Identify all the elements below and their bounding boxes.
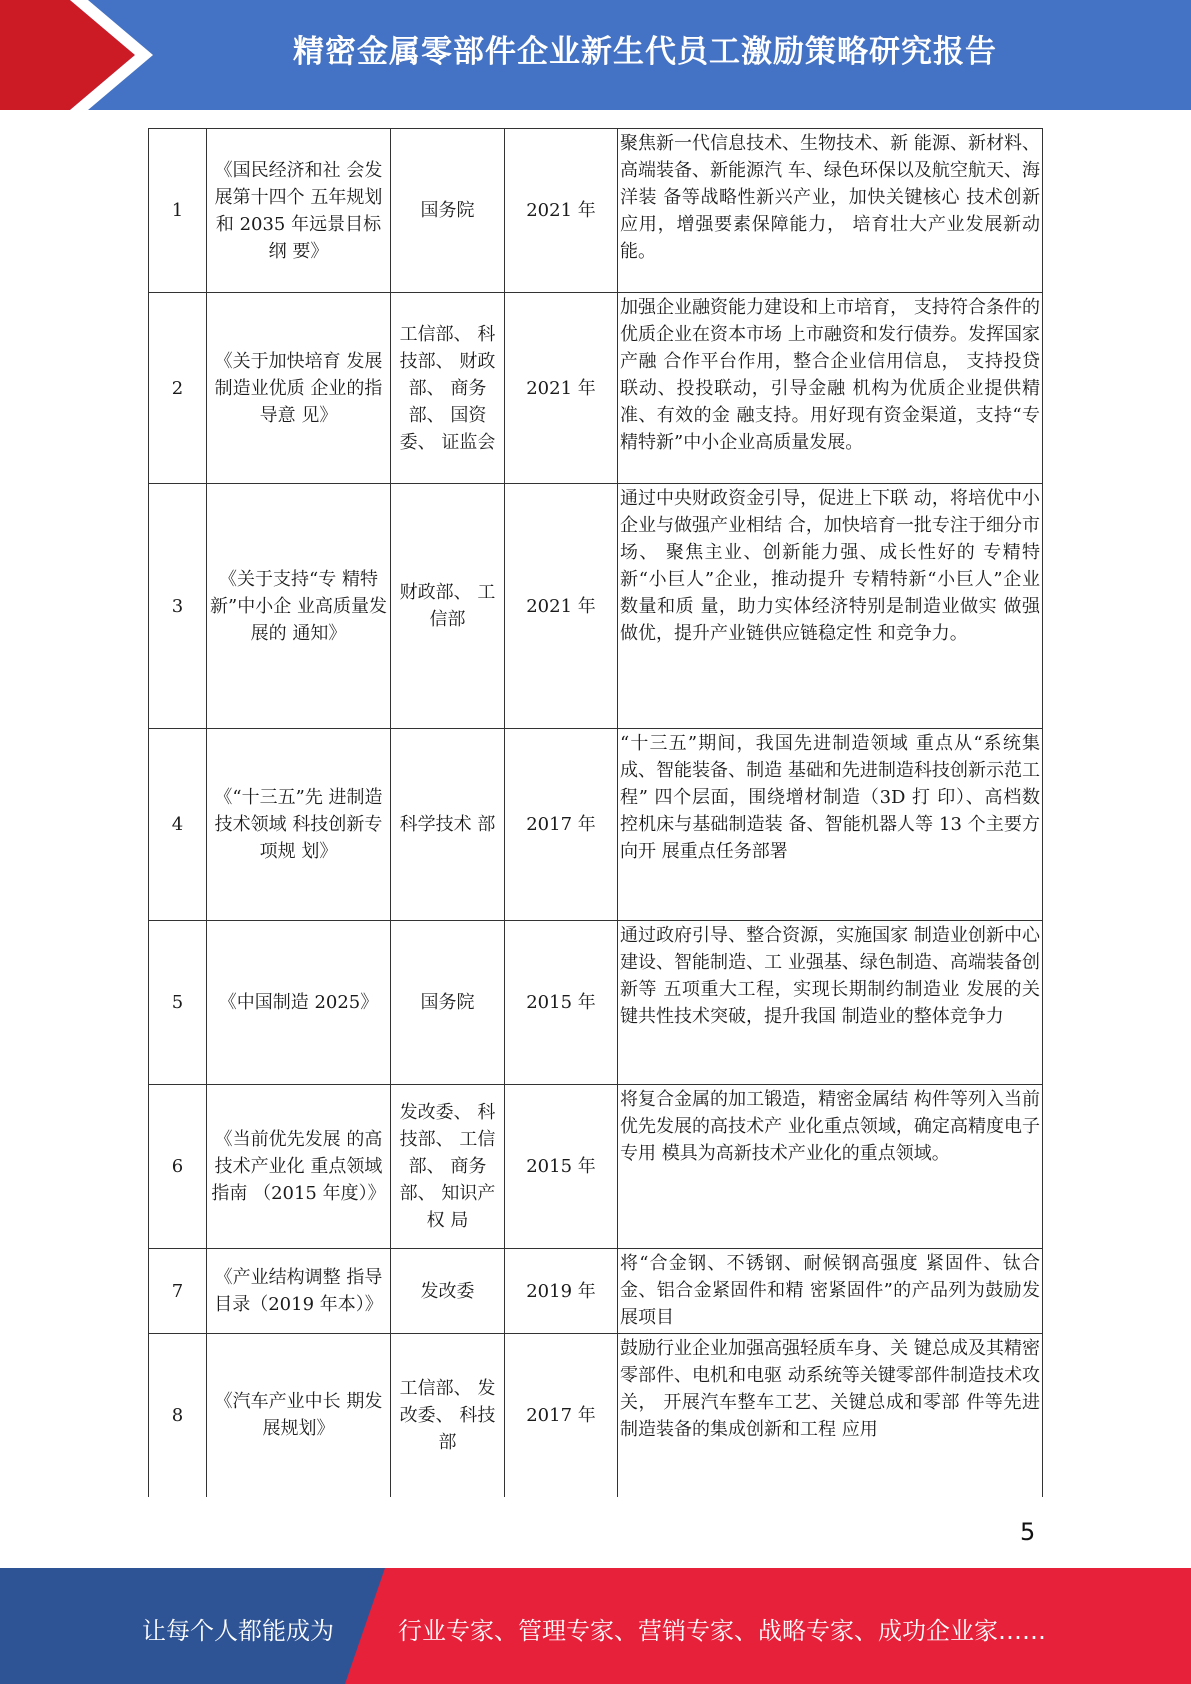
table-row [149,921,1043,1085]
policy-title: 《“十三五”先 进制造技术领域 科技创新专项规 划》 [207,729,391,921]
policy-content: 将复合金属的加工锻造，精密金属结 构件等列入当前优先发展的高技术产 业化重点领域，确定高精度电子专用 模具为高新技术产业化的重点领域。 [618,1085,1043,1249]
policy-title: 《汽车产业中长 期发展规划》 [207,1334,391,1497]
policy-content: 通过中央财政资金引导，促进上下联 动，将培优中小企业与做强产业相结 合，加快培育一批专注于细分市场、 聚焦主业、创新能力强、成长性好的 专精特新“小巨人”企业，推动提升 专精特新“小巨人”企业数量和质 量，助力实体经济特别是制造业做实 做强做优，提升产业链供应链稳定性 和竞争力。 [618,484,1043,729]
row-number: 2 [149,293,207,484]
issuing-agency: 工信部、 发改委、 科技部 [391,1334,505,1497]
page-number: 5 [1020,1518,1036,1546]
issuing-agency: 工信部、 科技部、 财政部、 商务部、 国资委、 证监会 [391,293,505,484]
issuing-agency: 国务院 [391,129,505,293]
footer-slogan-lead: 让每个人都能成为 [142,1617,334,1645]
table-row [149,484,1043,729]
issuing-agency: 发改委 [391,1249,505,1334]
issue-year: 2015 年 [505,1085,618,1249]
policy-content: 通过政府引导、整合资源，实施国家 制造业创新中心建设、智能制造、工 业强基、绿色制造、高端装备创新等 五项重大工程，实现长期制约制造业 发展的关键共性技术突破，提升我国 制造业的整体竞争力 [618,921,1043,1085]
footer-slogan-roles: 行业专家、管理专家、营销专家、战略专家、成功企业家…… [398,1617,1046,1645]
page-header [0,0,1191,110]
policy-title: 《中国制造 2025》 [207,921,391,1085]
policy-content: 鼓励行业企业加强高强轻质车身、关 键总成及其精密零部件、电机和电驱 动系统等关键零部件制造技术攻关， 开展汽车整车工艺、关键总成和零部 件等先进制造装备的集成创新和工程 应用 [618,1334,1043,1497]
policy-title: 《关于支持“专 精特新”中小企 业高质量发展的 通知》 [207,484,391,729]
table-row [149,129,1043,293]
row-number: 8 [149,1334,207,1497]
table-row [149,1334,1043,1497]
issuing-agency: 科学技术 部 [391,729,505,921]
policy-content: 加强企业融资能力建设和上市培育， 支持符合条件的优质企业在资本市场 上市融资和发行债券。发挥国家产融 合作平台作用，整合企业信用信息， 支持投贷联动、投投联动，引导金融 机构为优质企业提供精准、有效的金 融支持。用好现有资金渠道，支持“专精特新”中小企业高质量发展。 [618,293,1043,484]
row-number: 6 [149,1085,207,1249]
issue-year: 2015 年 [505,921,618,1085]
issuing-agency: 财政部、 工信部 [391,484,505,729]
row-number: 1 [149,129,207,293]
issue-year: 2021 年 [505,129,618,293]
issuing-agency: 发改委、 科技部、 工信部、 商务部、 知识产权 局 [391,1085,505,1249]
issue-year: 2017 年 [505,1334,618,1497]
policy-content: 聚焦新一代信息技术、生物技术、新 能源、新材料、高端装备、新能源汽 车、绿色环保以及航空航天、海洋装 备等战略性新兴产业，加快关键核心 技术创新应用，增强要素保障能力， 培育壮大产业发展新动能。 [618,129,1043,293]
issue-year: 2021 年 [505,293,618,484]
table-row [149,729,1043,921]
policy-title: 《国民经济和社 会发展第十四个 五年规划和 2035 年远景目标纲 要》 [207,129,391,293]
table-row [149,293,1043,484]
page-footer [0,1568,1191,1684]
policy-title: 《当前优先发展 的高技术产业化 重点领域指南 （2015 年度）》 [207,1085,391,1249]
issue-year: 2017 年 [505,729,618,921]
policy-title: 《关于加快培育 发展制造业优质 企业的指导意 见》 [207,293,391,484]
row-number: 3 [149,484,207,729]
issuing-agency: 国务院 [391,921,505,1085]
policy-table [148,128,1043,1497]
policy-content: “十三五”期间，我国先进制造领域 重点从“系统集成、智能装备、制造 基础和先进制造科技创新示范工程” 四个层面，围绕增材制造（3D 打 印）、高档数控机床与基础制造装 备、智能机器人等 13 个主要方向开 展重点任务部署 [618,729,1043,921]
row-number: 5 [149,921,207,1085]
report-title: 精密金属零部件企业新生代员工激励策略研究报告 [293,34,997,70]
policy-content: 将“合金钢、不锈钢、耐候钢高强度 紧固件、钛合金、铝合金紧固件和精 密紧固件”的产品列为鼓励发展项目 [618,1249,1043,1334]
issue-year: 2019 年 [505,1249,618,1334]
issue-year: 2021 年 [505,484,618,729]
table-row [149,1085,1043,1249]
row-number: 4 [149,729,207,921]
row-number: 7 [149,1249,207,1334]
table-row [149,1249,1043,1334]
policy-title: 《产业结构调整 指导目录（2019 年本）》 [207,1249,391,1334]
